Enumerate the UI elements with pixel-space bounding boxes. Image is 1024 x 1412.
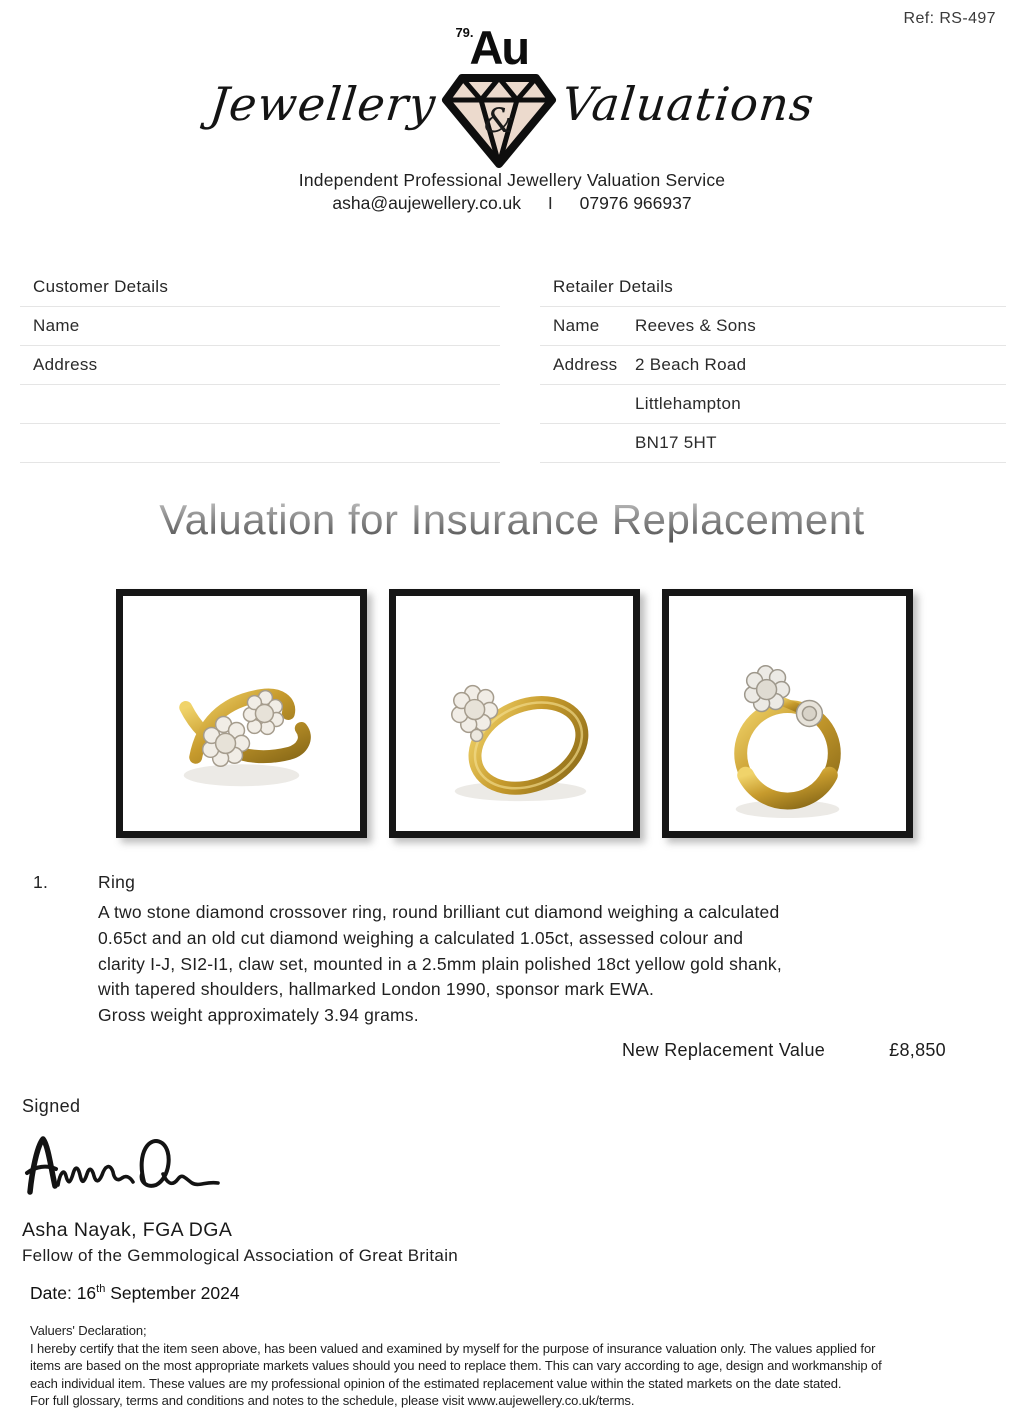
item-title: Ring — [98, 872, 136, 892]
ring-photo-top-view — [116, 589, 367, 838]
retailer-details-table — [540, 268, 1006, 463]
item-description-line: 0.65ct and an old cut diamond weighing a calculated 1.05ct, assessed colour and — [98, 927, 744, 948]
retailer-address-row3 — [540, 424, 1006, 463]
signature-image — [20, 1128, 235, 1206]
retailer-address-value: 2 Beach Road — [635, 355, 747, 374]
customer-details-header: Customer Details — [20, 268, 500, 307]
item-description — [98, 900, 898, 1029]
valuer-credentials: Fellow of the Gemmological Association of Great Britain — [22, 1246, 459, 1265]
retailer-address-row2 — [540, 385, 1006, 424]
declaration-line: each individual item. These values are my professional opinion of the estimated replacement value within the stated markets on the date stated. — [30, 1375, 842, 1391]
logo-valuations-text: Valuations — [558, 77, 817, 131]
item-description-line: with tapered shoulders, hallmarked London 1990, sponsor mark EWA. — [98, 979, 655, 1000]
replacement-value-row — [622, 1040, 946, 1061]
diamond-logo-icon — [438, 21, 560, 168]
logo-jewellery-text: Jewellery — [207, 77, 439, 131]
declaration-line: items are based on the most appropriate markets values should you need to replace them. This can vary according to age, design and workmanship of — [30, 1358, 882, 1374]
valuers-declaration — [30, 1322, 998, 1410]
replacement-value-label: New Replacement Value — [622, 1040, 826, 1060]
retailer-name-label: Name — [553, 316, 600, 335]
customer-details-table — [20, 268, 500, 463]
replacement-value-amount: £8,850 — [889, 1040, 946, 1060]
customer-empty-row — [20, 385, 500, 424]
declaration-title: Valuers' Declaration; — [30, 1323, 147, 1338]
ring-top-view-image — [123, 596, 360, 831]
retailer-postcode-value: BN17 5HT — [635, 433, 717, 452]
item-description-line: clarity I-J, SI2-I1, claw set, mounted in a 2.5mm plain polished 18ct yellow gold shank, — [98, 953, 782, 974]
logo-ampersand: & — [483, 101, 514, 141]
customer-address-label: Address — [33, 355, 98, 374]
retailer-details-header: Retailer Details — [540, 268, 1006, 307]
retailer-address-label: Address — [553, 355, 618, 374]
details-section — [20, 268, 1006, 463]
ring-side-view-image — [396, 596, 633, 831]
retailer-name-value: Reeves & Sons — [635, 316, 757, 335]
customer-address-row — [20, 346, 500, 385]
ring-photo-side-view — [389, 589, 640, 838]
ring-photos — [116, 589, 913, 838]
reference-number: Ref: RS-497 — [903, 10, 996, 27]
retailer-city-value: Littlehampton — [635, 394, 741, 413]
contact-line — [0, 193, 1024, 214]
valuer-name: Asha Nayak, FGA DGA — [22, 1219, 233, 1241]
tagline: Independent Professional Jewellery Valuation Service — [298, 170, 726, 190]
logo-atomic-number: 79. — [455, 25, 474, 40]
signed-label: Signed — [22, 1096, 81, 1116]
logo-au-symbol: 79. Au — [455, 21, 529, 74]
retailer-address-row — [540, 346, 1006, 385]
date-ordinal-suffix: th — [96, 1283, 106, 1296]
customer-name-label: Name — [33, 316, 80, 335]
declaration-line: I hereby certify that the item seen above, has been valued and examined by myself for the purpose of insurance valuation only. The values applied for — [30, 1340, 876, 1356]
item-description-line: Gross weight approximately 3.94 grams. — [98, 1005, 419, 1026]
logo — [0, 21, 1024, 168]
ring-back-view-image — [669, 596, 906, 831]
diamond-outline-icon — [438, 66, 560, 168]
date-line: Date: 16th September 2024 — [30, 1283, 240, 1303]
item-number: 1. — [33, 872, 49, 892]
item-description-line: A two stone diamond crossover ring, round brilliant cut diamond weighing a calculated — [98, 902, 780, 922]
page-title: Valuation for Insurance Replacement — [0, 496, 1024, 544]
customer-empty-row — [20, 424, 500, 463]
ring-photo-back-view — [662, 589, 913, 838]
contact-phone: 07976 966937 — [579, 193, 692, 213]
customer-name-row — [20, 307, 500, 346]
declaration-line: For full glossary, terms and conditions and notes to the schedule, please visit www.aujewellery.co.uk/terms. — [30, 1393, 635, 1409]
retailer-name-row — [540, 307, 1006, 346]
contact-email: asha@aujewellery.co.uk — [332, 193, 522, 213]
contact-separator: I — [547, 193, 553, 213]
